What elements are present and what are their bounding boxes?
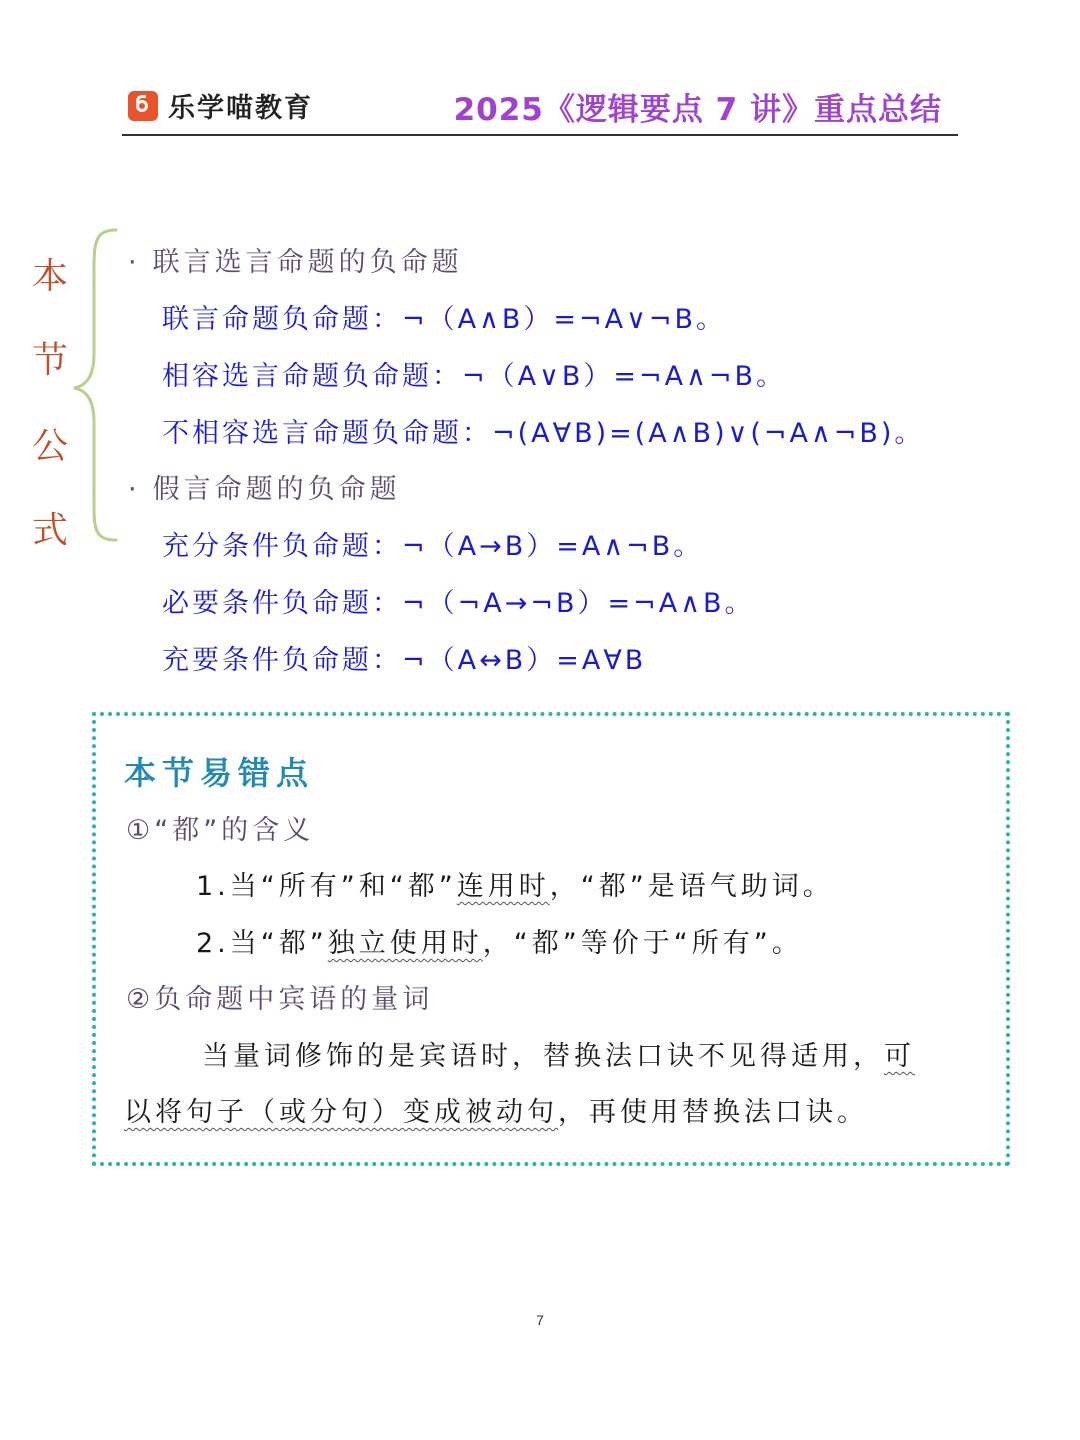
text-run: ，“都”是语气助词。 — [549, 871, 834, 902]
formula-expression: ¬(A∀B)=(A∧B)∨(¬A∧¬B)。 — [492, 418, 925, 449]
error-item-text — [124, 1090, 868, 1129]
text-run: ，“都”等价于“所有”。 — [482, 928, 803, 959]
common-errors-title: 本节易错点 — [124, 754, 315, 792]
page-header — [122, 80, 958, 136]
section-heading-text: 联言选言命题的负命题 — [152, 247, 463, 278]
formula-label: 不相容选言命题负命题： — [162, 418, 492, 449]
formula-label: 联言命题负命题： — [162, 304, 402, 335]
error-item-title: ②负命题中宾语的量词 — [126, 984, 434, 1015]
side-label-char: 本 — [31, 256, 68, 297]
formula-label: 充要条件负命题： — [162, 645, 402, 676]
brand — [128, 86, 313, 125]
text-run: 2.当“都” — [196, 928, 328, 959]
document-title: 2025《逻辑要点 7 讲》重点总结 — [453, 92, 942, 128]
side-label-char: 式 — [31, 510, 68, 551]
text-run: ，再使用替换法口诀 — [558, 1097, 837, 1128]
text-run: 当量词修饰的是宾语时，替换法口诀不见得适用， — [202, 1041, 884, 1072]
formula-expression: ¬（A→B）=A∧¬B。 — [402, 531, 704, 562]
underlined-text: 可 — [884, 1041, 915, 1072]
brand-logo-icon — [128, 91, 158, 121]
formula-expression: ¬（A∨B）=¬A∧¬B。 — [462, 361, 787, 392]
error-item-text — [196, 864, 834, 903]
formula-line — [162, 581, 755, 620]
brand-name: 乐学喵教育 — [168, 93, 313, 124]
formula-expression: ¬（¬A→¬B）=¬A∧B。 — [402, 588, 755, 619]
error-item-text — [196, 921, 803, 960]
formula-label: 必要条件负命题： — [162, 588, 402, 619]
underlined-text: 连用时 — [456, 871, 550, 902]
formula-line — [162, 411, 924, 450]
error-item-title: ①“都”的含义 — [126, 815, 315, 846]
bullet-icon: · — [128, 474, 141, 505]
formula-line — [162, 354, 786, 393]
section-heading — [128, 240, 463, 279]
text-run: 1.当“所有”和“都” — [196, 871, 457, 902]
curly-brace-icon — [70, 226, 122, 544]
section-heading — [128, 467, 401, 506]
side-label-char: 公 — [31, 426, 68, 467]
side-label-char: 节 — [31, 340, 68, 381]
formula-expression: ¬（A↔B）=A∀B — [402, 645, 647, 676]
error-item-text — [202, 1034, 915, 1073]
text-run: 。 — [837, 1097, 868, 1128]
formula-label: 相容选言命题负命题： — [162, 361, 462, 392]
section-heading-text: 假言命题的负命题 — [152, 474, 401, 505]
page-number: 7 — [536, 1312, 544, 1328]
formula-line — [162, 638, 646, 677]
formula-expression: ¬（A∧B）=¬A∨¬B。 — [402, 304, 727, 335]
bullet-icon: · — [128, 247, 141, 278]
formula-line — [162, 297, 726, 336]
formula-label: 充分条件负命题： — [162, 531, 402, 562]
formula-line — [162, 524, 703, 563]
underlined-text: 独立使用时 — [327, 928, 483, 959]
underlined-text: 以将句子（或分句）变成被动句 — [124, 1097, 558, 1128]
